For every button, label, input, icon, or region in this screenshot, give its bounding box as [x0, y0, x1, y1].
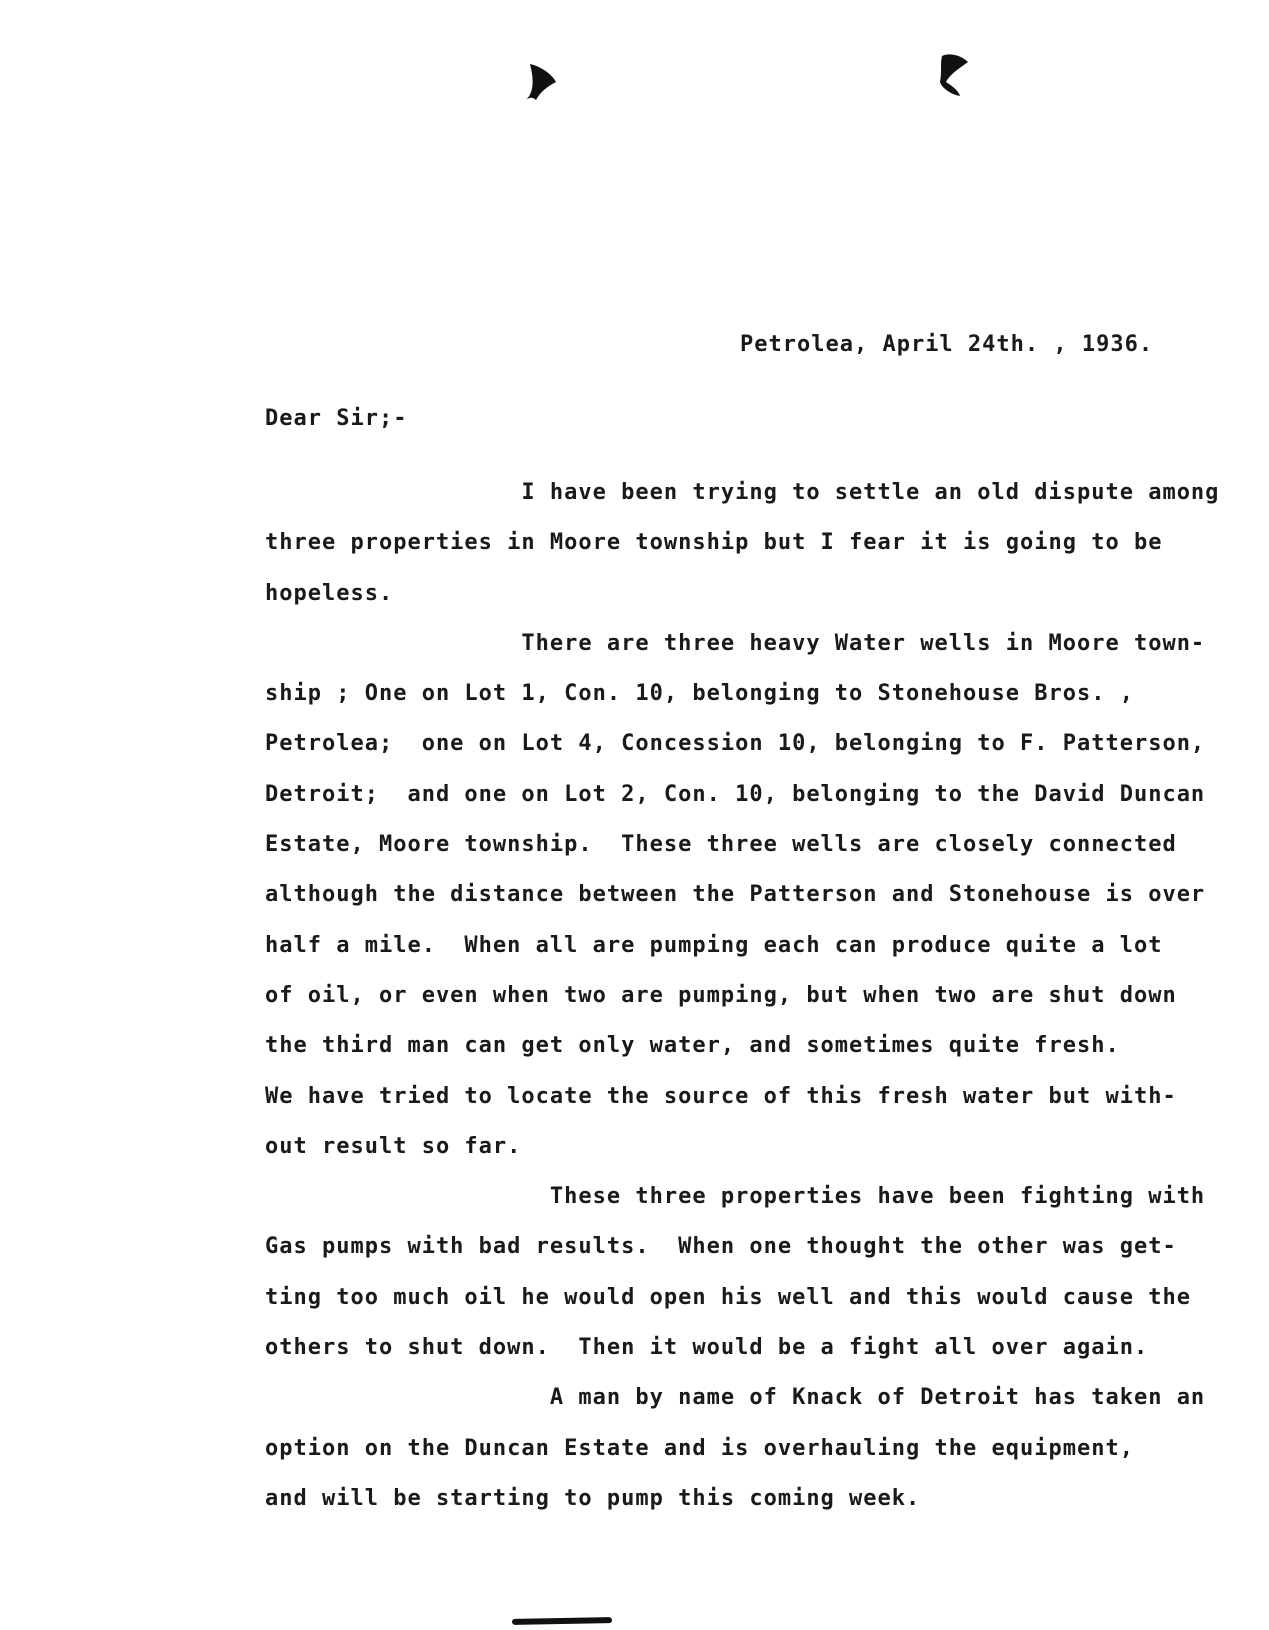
letter-line: ting too much oil he would open his well and this would cause the	[265, 1284, 1191, 1310]
letter-line: half a mile. When all are pumping each can produce quite a lot	[265, 932, 1163, 958]
letter-line: These three properties have been fighting with	[265, 1184, 1206, 1210]
letter-line: others to shut down. Then it would be a fight all over again.	[265, 1335, 1149, 1361]
letter-line: and will be starting to pump this coming week.	[265, 1485, 921, 1511]
letter-line: I have been trying to settle an old dispute among	[265, 480, 1220, 505]
salutation: Dear Sir;-	[265, 406, 408, 431]
letter-line: Gas pumps with bad results. When one thought the other was get-	[265, 1234, 1177, 1260]
letter-line: hopeless.	[265, 580, 394, 606]
letter-line: option on the Duncan Estate and is overhauling the equipment,	[265, 1435, 1134, 1461]
punch-hole-mark-right	[938, 52, 972, 92]
letter-line: Detroit; and one on Lot 2, Con. 10, belonging to the David Duncan	[265, 781, 1206, 807]
letter-line: A man by name of Knack of Detroit has taken an	[265, 1385, 1206, 1411]
letter-line: of oil, or even when two are pumping, but when two are shut down	[265, 982, 1177, 1008]
page-edge-mark	[512, 1617, 612, 1625]
date-line: Petrolea, April 24th. , 1936.	[740, 332, 1154, 357]
letter-body	[265, 478, 1255, 1534]
letter-line: ship ; One on Lot 1, Con. 10, belonging to Stonehouse Bros. ,	[265, 681, 1134, 707]
letter-line: Estate, Moore township. These three wells are closely connected	[265, 832, 1177, 858]
letter-line: Petrolea; one on Lot 4, Concession 10, belonging to F. Patterson,	[265, 731, 1206, 757]
letter-line: the third man can get only water, and sometimes quite fresh.	[265, 1033, 1120, 1059]
letter-line: out result so far.	[265, 1133, 522, 1159]
letter-line: although the distance between the Patterson and Stonehouse is over	[265, 882, 1206, 908]
letter-line: three properties in Moore township but I fear it is going to be	[265, 530, 1163, 556]
letter-line: We have tried to locate the source of this fresh water but with-	[265, 1083, 1177, 1109]
letter-line: There are three heavy Water wells in Moore town-	[265, 630, 1206, 656]
punch-hole-mark-left	[526, 62, 560, 102]
